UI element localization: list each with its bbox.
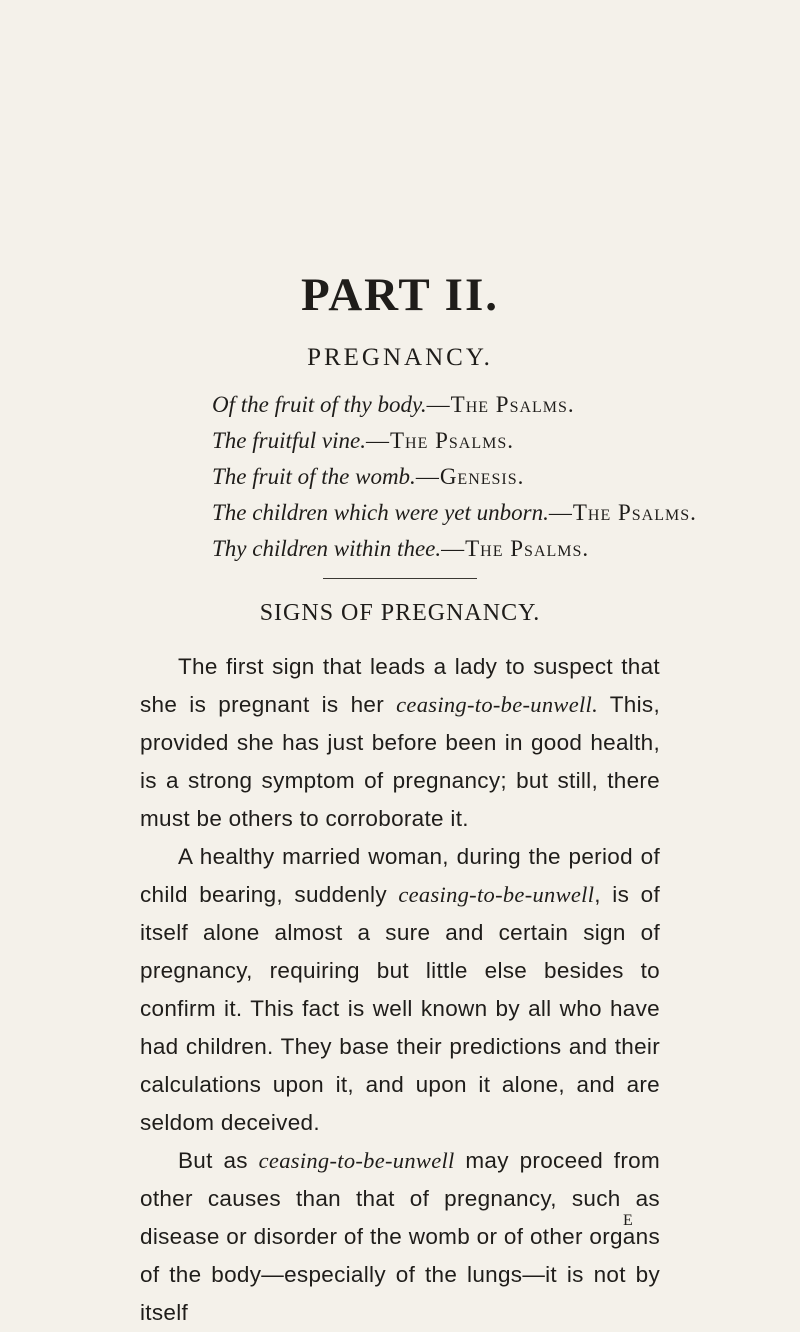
text-run: This, provided she has just before been in good health, is a strong symptom of pregnancy; but still, there must be others to corroborate it. bbox=[140, 692, 660, 831]
body-text bbox=[140, 648, 660, 1332]
italic-phrase: ceasing-to-be-unwell bbox=[398, 882, 595, 907]
epigraph-quote: Thy children within thee. bbox=[212, 536, 442, 561]
epigraph-source: —The Psalms. bbox=[548, 500, 697, 525]
epigraph bbox=[212, 423, 772, 459]
epigraph-source: —Genesis. bbox=[415, 464, 525, 489]
epigraph-source: —The Psalms. bbox=[441, 536, 590, 561]
epigraph-quote: The fruitful vine. bbox=[212, 428, 366, 453]
paragraph bbox=[140, 1142, 660, 1332]
epigraph bbox=[212, 459, 772, 495]
text-run: But as bbox=[178, 1148, 259, 1173]
part-title: PART II. bbox=[300, 269, 500, 321]
text-run: , is of itself alone almost a sure and certain sign of pregnancy, requiring but little else besides to confirm it. This fact is well known by all who have had children. They base their predictions and their calculations upon it, and upon it alone, and are seldom deceived. bbox=[140, 882, 660, 1135]
section-heading: SIGNS OF PREGNANCY. bbox=[259, 600, 541, 626]
paragraph bbox=[140, 838, 660, 1142]
epigraph-source: —The Psalms. bbox=[426, 392, 575, 417]
epigraph bbox=[212, 387, 772, 423]
epigraph-quote: Of the fruit of thy body. bbox=[212, 392, 427, 417]
epigraph-list bbox=[212, 387, 772, 567]
chapter-title: PREGNANCY. bbox=[307, 344, 493, 371]
paragraph bbox=[140, 648, 660, 838]
text-run: A healthy married woman, during the period of child bearing, suddenly bbox=[140, 844, 660, 907]
epigraph-quote: The children which were yet unborn. bbox=[212, 500, 549, 525]
italic-phrase: ceasing-to-be-unwell bbox=[258, 1148, 455, 1173]
signature-mark: E bbox=[623, 1212, 634, 1229]
italic-phrase: ceasing-to-be-unwell. bbox=[396, 692, 599, 717]
epigraph bbox=[212, 531, 772, 567]
epigraph-source: —The Psalms. bbox=[365, 428, 514, 453]
text-run: The first sign that leads a lady to suspect that she is pregnant is her bbox=[140, 654, 660, 717]
horizontal-rule bbox=[323, 578, 477, 579]
epigraph bbox=[212, 495, 772, 531]
epigraph-quote: The fruit of the womb. bbox=[212, 464, 416, 489]
text-run: may proceed from other causes than that of pregnancy, such as disease or disorder of the womb or of other organs of the body—especially of the lungs—it is not by itself bbox=[140, 1148, 661, 1325]
